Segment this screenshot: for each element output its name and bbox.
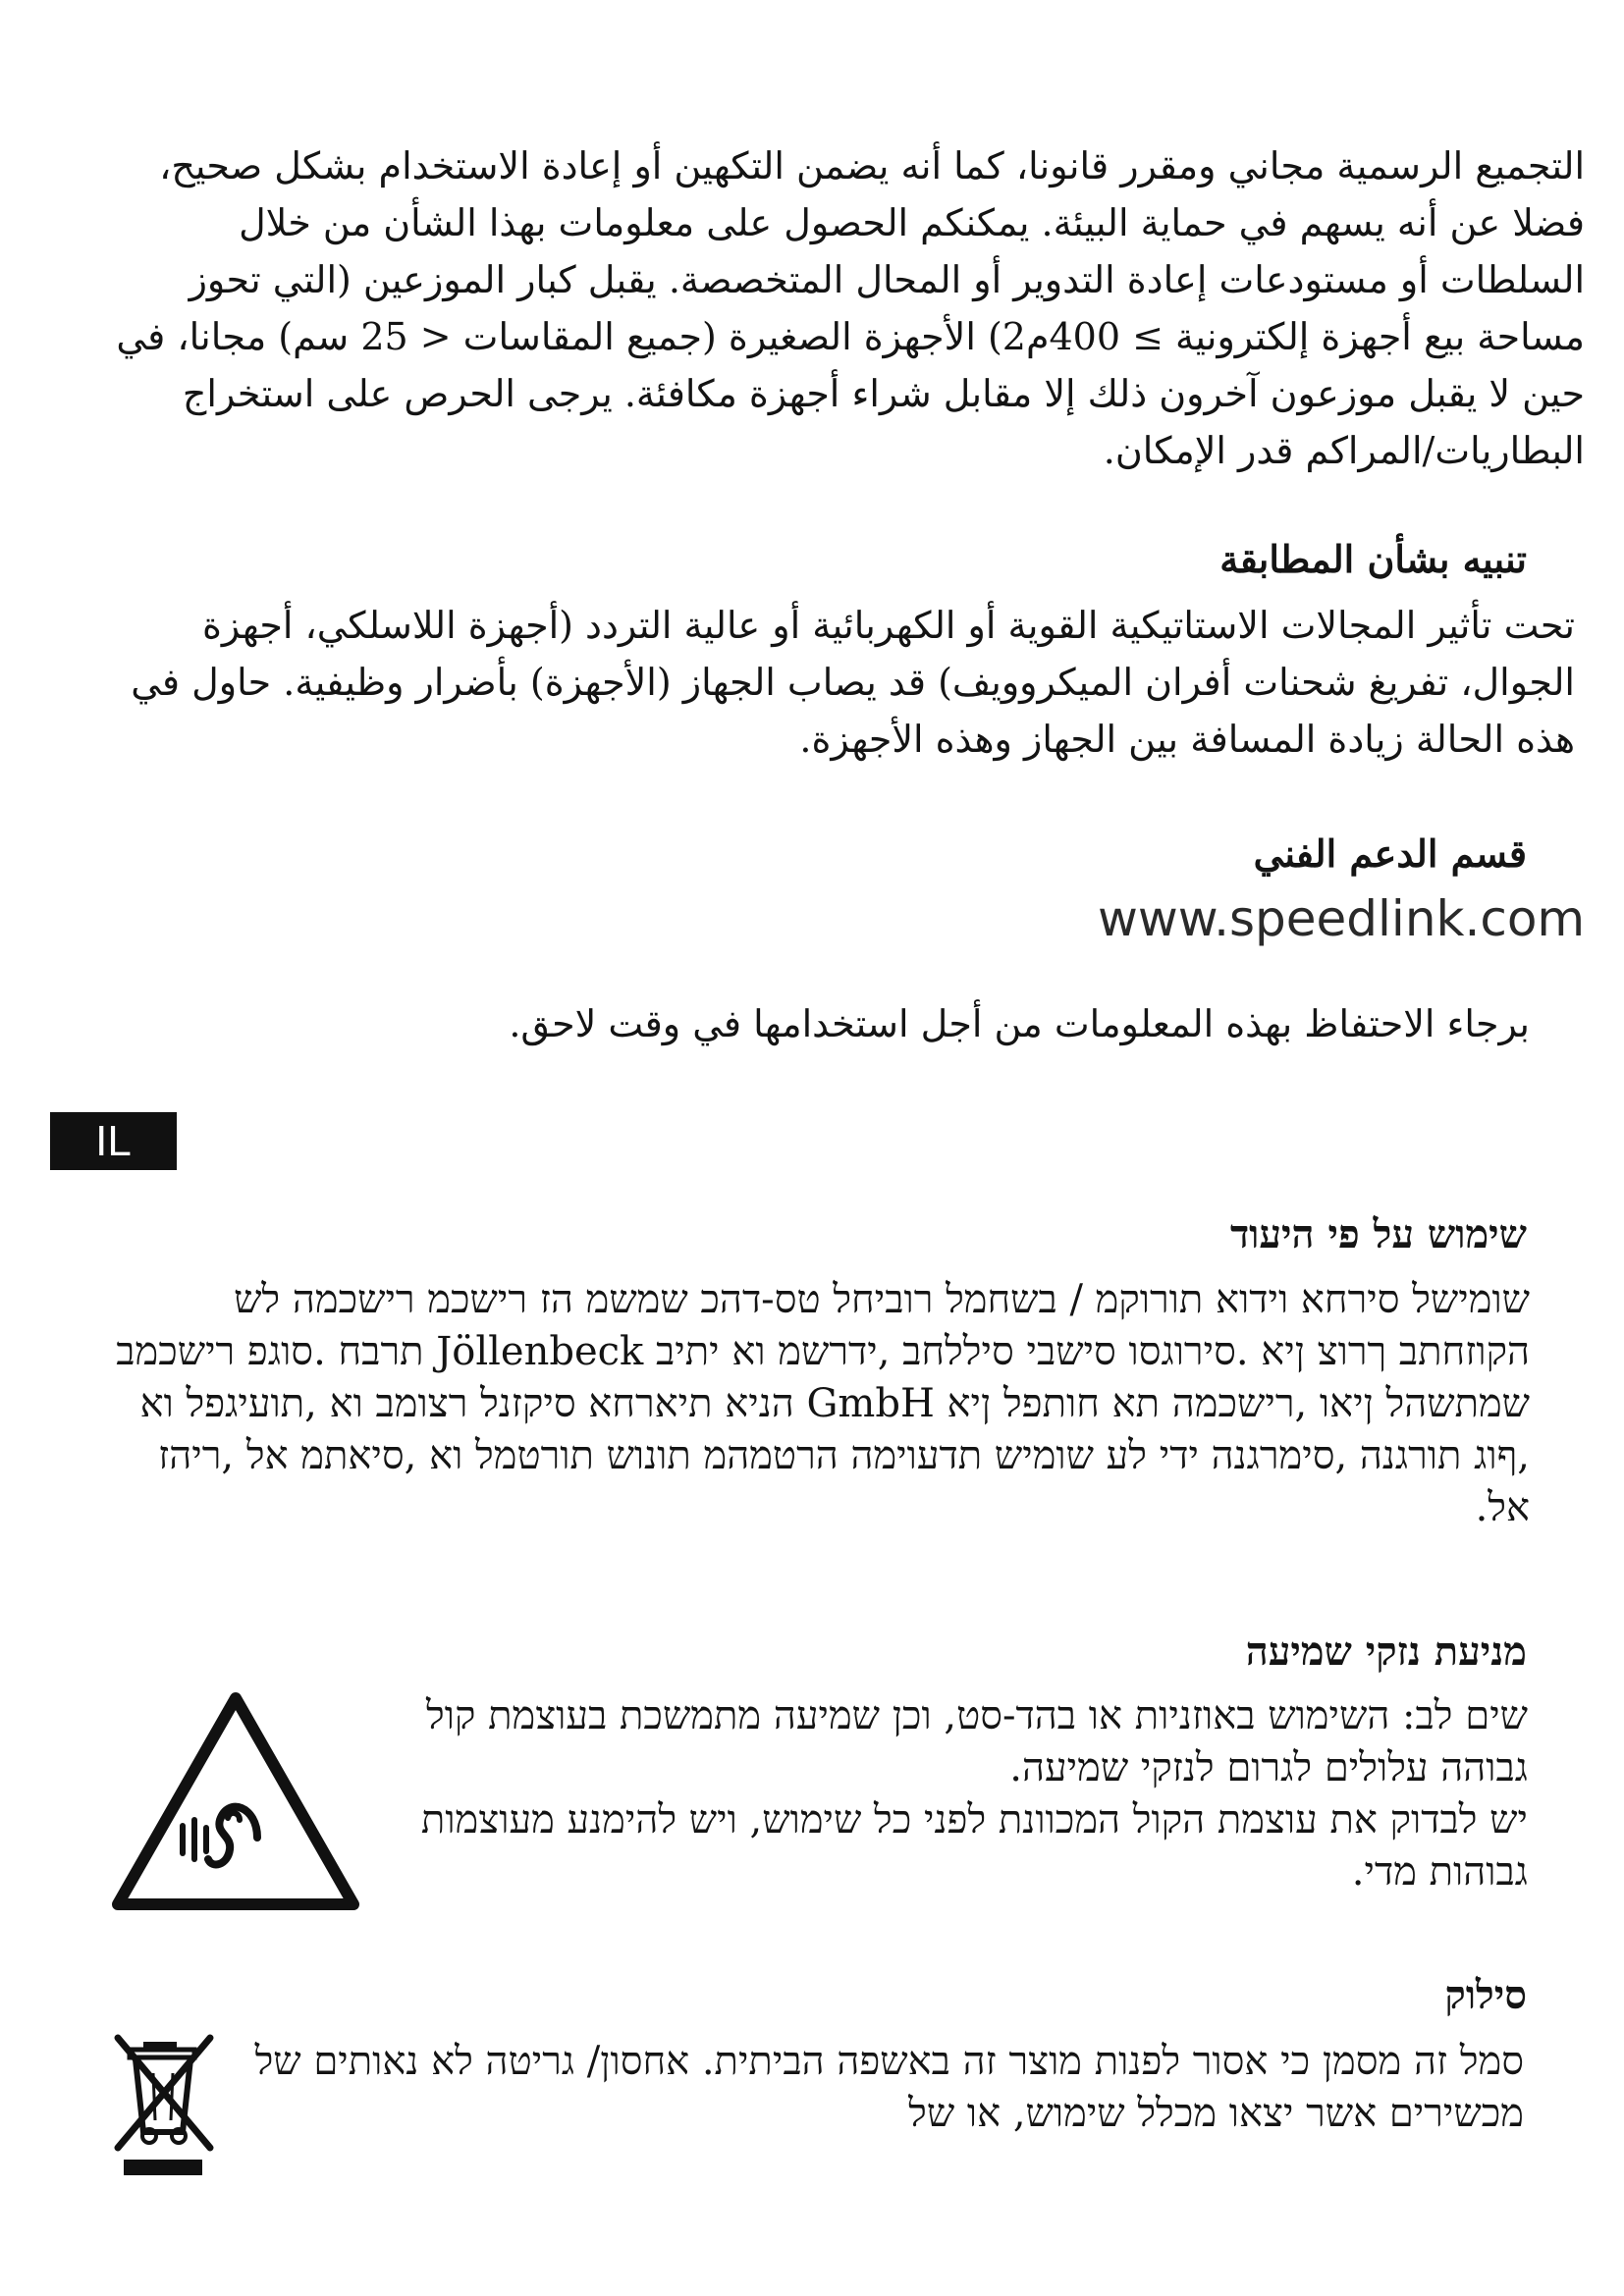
ar-keep-note: برجاء الاحتفاظ بهذه المعلومات من أجل استخدامها في وقت لاحق. xyxy=(509,1002,1530,1045)
ar-conformity-paragraph: تحت تأثير المجالات الاستاتيكية القوية أو الكهربائية أو عالية التردد (أجهزة اللاسلكي، أجهزة الجوال، تفريغ شحنات أفران الميكروويف) قد يصاب الجهاز (الأجهزة) بأضرار وظيفية. حاول في هذه الحالة زيادة المسافة بين الجهاز وهذه الأجهزة. xyxy=(131,604,1575,761)
he-disposal-paragraph: סמל זה מסמן כי אסור לפנות מוצר זה באשפה הביתית. אחסון/ גריטה לא נאותים של מכשירים אשר יצאו מכלל שימוש, או של xyxy=(254,2039,1524,2136)
he-intended-use-heading: שימוש על פי היעוד xyxy=(1229,1211,1527,1257)
ar-disposal-paragraph: التجميع الرسمية مجاني ومقرر قانونا، كما أنه يضمن التكهين أو إعادة الاستخدام بشكل صحيح، فضلا عن أنه يسهم في حماية البيئة. يمكنكم الحصول على معلومات بهذا الشأن من خلال السلطات أو مستودعات إعادة التدوير أو المحال المتخصصة. يقبل كبار الموزعين (التي تحوز مساحة بيع أجهزة إلكترونية ≥ 400م2) الأجهزة الصغيرة (جميع المقاسات < 25 سم) مجانا، في حين لا يقبل موزعون آخرون ذلك إلا مقابل شراء أجهزة مكافئة. يرجى الحرص على استخراج البطاريات/المراكم قدر الإمكان. xyxy=(116,144,1585,472)
ar-conformity-heading: تنبيه بشأن المطابقة xyxy=(1219,537,1527,581)
he-hearing-heading: מניעת נזקי שמיעה xyxy=(1245,1629,1527,1675)
he-hearing-paragraph-1: שים לב: השימוש באוזניות או בהד-סט, וכן שמיעה מתמשכת בעוצמת קול גבוהה עלולים לגרום לנזקי שמיעה. xyxy=(426,1693,1528,1790)
language-badge: IL xyxy=(50,1112,177,1170)
ar-support-heading: قسم الدعم الفني xyxy=(1253,831,1527,876)
crossed-out-wheelie-bin-icon xyxy=(110,2030,218,2187)
he-hearing-paragraph-2: יש לבדוק את עוצמת הקול המכוונת לפני כל שימוש, ויש להימנע מעוצמות גבוהות מדי. xyxy=(420,1797,1528,1895)
he-intended-use-paragraph: שומישל סירחא וידוא תורוקמ / בשחמל רוביחל טס-דהכ שמשמ הז רישכמ רישכמה לש הקוזחתב ךרוצ ןיא .סירוגסו סישבי סיללחב ,ידרשמ וא יתיב Jöllenbeck תרבח .סוגפ רישכמב שמתשהל ןיאו ,רישכמה תא חותפל ןיא GmbH הניא תיארחא סיקזנל רצומב וא ,תועיגפל וא ,ףוג תורגנה ,סימרגנה ידי לע שומיש תדעוימה הרטמהמ תונוש תורטמל וא ,סיאתמ אל ,ריהז אל. xyxy=(116,1277,1530,1530)
he-disposal-heading: סילוק xyxy=(1444,1972,1527,2018)
hearing-damage-warning-icon xyxy=(110,1690,361,1914)
support-url: www.speedlink.com xyxy=(1098,890,1586,947)
